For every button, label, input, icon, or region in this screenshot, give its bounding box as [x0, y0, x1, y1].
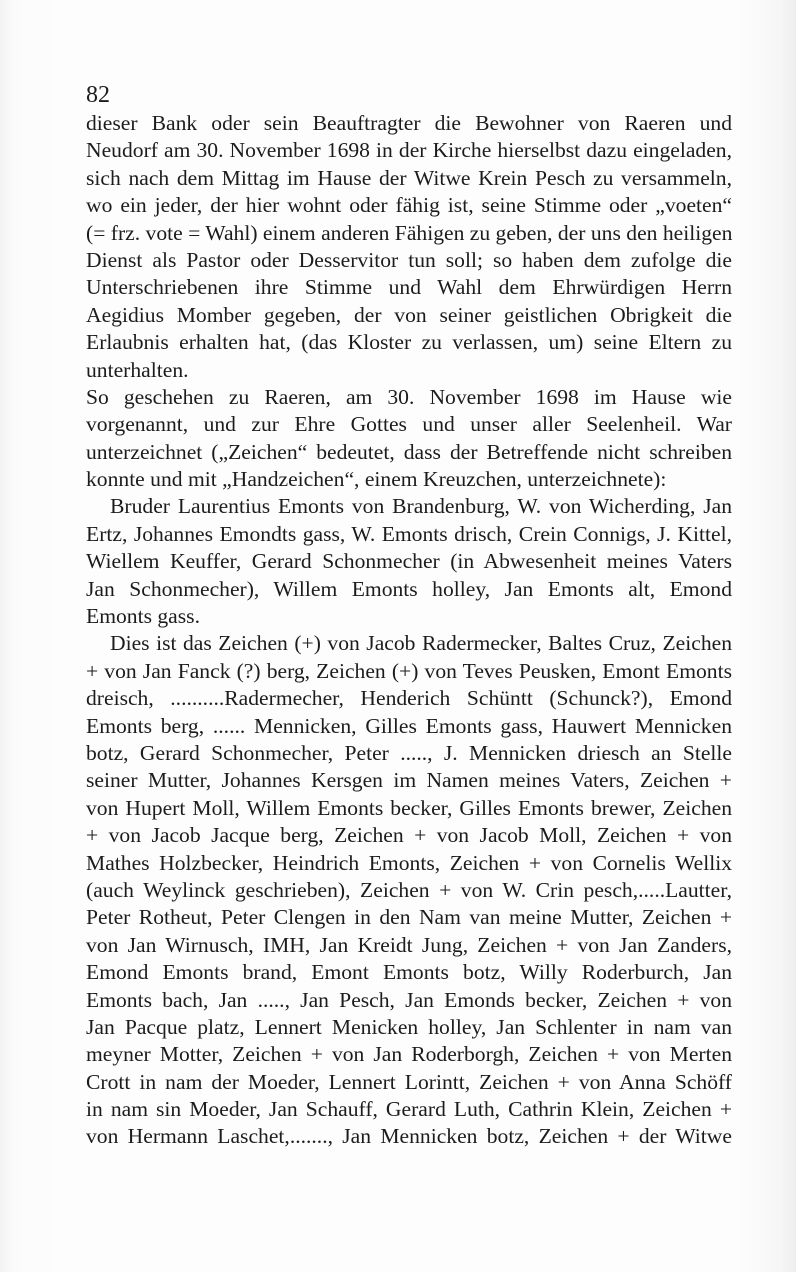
text-line: Emonts gass. — [86, 604, 200, 629]
text-line: in nam sin Moeder, Jan Schauff, Gerard Luth, Cathrin Klein, Zeichen + — [86, 1097, 732, 1122]
text-line: von Hupert Moll, Willem Emonts becker, Gilles Emonts brewer, Zeichen — [86, 795, 732, 820]
text-line: Crott in nam der Moeder, Lennert Lorintt, Zeichen + von Anna Schöff — [86, 1069, 732, 1094]
text-line: meyner Motter, Zeichen + von Jan Roderborgh, Zeichen + von Merten — [86, 1042, 732, 1067]
text-line: Emonts berg, ...... Mennicken, Gilles Emonts gass, Hauwert Mennicken — [86, 713, 732, 738]
text-line: Emond Emonts brand, Emont Emonts botz, Willy Roderburch, Jan — [86, 960, 732, 985]
page-number: 82 — [86, 82, 110, 108]
text-line: unterhalten. — [86, 357, 189, 382]
text-line: von Jan Wirnusch, IMH, Jan Kreidt Jung, Zeichen + von Jan Zanders, — [86, 932, 732, 957]
text-line: Unterschriebenen ihre Stimme und Wahl dem Ehrwürdigen Herrn — [86, 275, 732, 300]
text-line: (auch Weylinck geschrieben), Zeichen + von W. Crin pesch,.....Lautter, — [86, 877, 732, 902]
text-line: seiner Mutter, Johannes Kersgen im Namen meines Vaters, Zeichen + — [86, 768, 732, 793]
text-line: dreisch, ..........Radermecher, Henderich Schüntt (Schunck?), Emond — [86, 686, 732, 711]
text-line: Jan Schonmecher), Willem Emonts holley, Jan Emonts alt, Emond — [86, 576, 732, 601]
text-line: dieser Bank oder sein Beauftragter die Bewohner von Raeren und — [86, 111, 732, 135]
text-line: Emonts bach, Jan ....., Jan Pesch, Jan Emonds becker, Zeichen + von — [86, 987, 732, 1012]
text-line: Mathes Holzbecker, Heindrich Emonts, Zeichen + von Cornelis Wellix — [86, 850, 732, 875]
text-line: Erlaubnis erhalten hat, (das Kloster zu verlassen, um) seine Eltern zu — [86, 330, 732, 355]
text-line: So geschehen zu Raeren, am 30. November 1698 im Hause wie — [86, 384, 732, 409]
text-line: sich nach dem Mittag im Hause der Witwe Krein Pesch zu versammeln, — [86, 165, 732, 190]
text-line: Neudorf am 30. November 1698 in der Kirche hierselbst dazu eingeladen, — [86, 138, 732, 163]
text-line: + von Jacob Jacque berg, Zeichen + von Jacob Moll, Zeichen + von — [86, 823, 732, 848]
text-line: konnte und mit „Handzeichen“, einem Kreuzchen, unterzeichnete): — [86, 467, 667, 492]
text-line: Ertz, Johannes Emondts gass, W. Emonts drisch, Crein Connigs, J. Kittel, — [86, 521, 732, 546]
body-text — [86, 110, 732, 1151]
text-line: Wiellem Keuffer, Gerard Schonmecher (in Abwesenheit meines Vaters — [86, 549, 732, 574]
text-line: wo ein jeder, der hier wohnt oder fähig ist, seine Stimme oder „voeten“ — [86, 193, 732, 218]
text-line: von Hermann Laschet,......., Jan Mennicken botz, Zeichen + der Witwe — [86, 1124, 732, 1149]
text-line: vorgenannt, und zur Ehre Gottes und unser aller Seelenheil. War — [86, 412, 732, 437]
text-line: (= frz. vote = Wahl) einem anderen Fähigen zu geben, der uns den heiligen — [86, 220, 733, 245]
text-line: Peter Rotheut, Peter Clengen in den Nam van meine Mutter, Zeichen + — [86, 905, 732, 930]
text-line: Bruder Laurentius Emonts von Brandenburg, W. von Wicherding, Jan — [110, 494, 732, 519]
text-line: Aegidius Momber gegeben, der von seiner geistlichen Obrigkeit die — [86, 302, 732, 327]
text-line: + von Jan Fanck (?) berg, Zeichen (+) von Teves Peusken, Emont Emonts — [86, 658, 732, 683]
text-line: Dies ist das Zeichen (+) von Jacob Radermecker, Baltes Cruz, Zeichen — [110, 631, 732, 656]
text-line: Jan Pacque platz, Lennert Menicken holley, Jan Schlenter in nam van — [86, 1014, 732, 1039]
text-line: unterzeichnet („Zeichen“ bedeutet, dass der Betreffende nicht schreiben — [86, 439, 732, 464]
text-line: botz, Gerard Schonmecher, Peter ....., J. Mennicken driesch an Stelle — [86, 740, 732, 765]
text-line: Dienst als Pastor oder Desservitor tun soll; so haben dem zufolge die — [86, 247, 732, 272]
